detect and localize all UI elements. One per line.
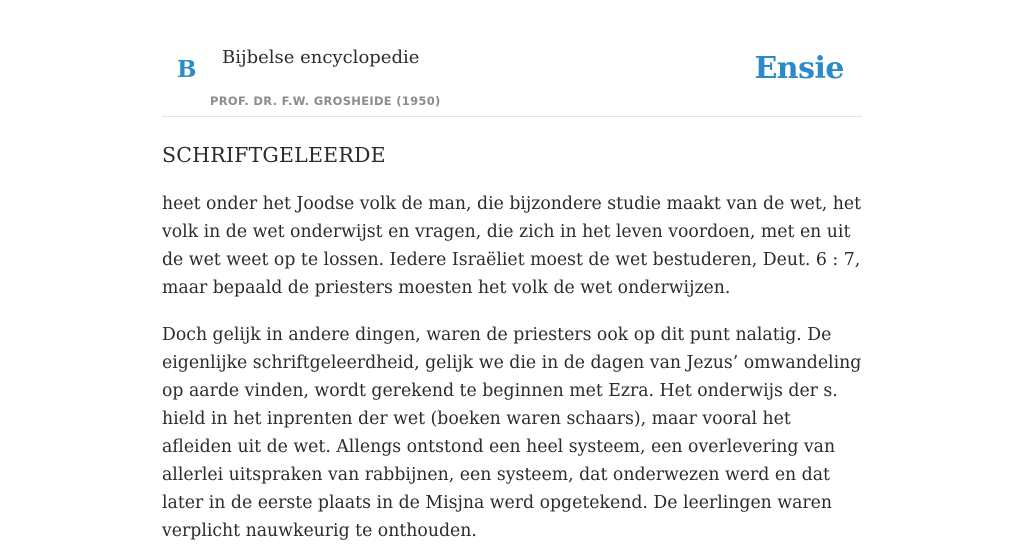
book-initial-icon[interactable]: B [177, 56, 197, 83]
article-title: SCHRIFTGELEERDE [162, 143, 386, 167]
ensie-logo[interactable]: Ensie [754, 51, 844, 86]
article-paragraph-2: Doch gelijk in andere dingen, waren de priesters ook op dit punt nalatig. De eigenlijke schriftgeleerdheid, gelijk we die in de dagen van Jezus’ omwandeling op aarde vinden, wordt gerekend te beginnen met Ezra. Het onderwijs der s. hield in het inprenten der wet (boeken waren schaars), maar vooral het afleiden uit de wet. Allengs ontstond een heel systeem, een overlevering van allerlei uitspraken van rabbijnen, een systeem, dat onderwezen werd en dat later in de eerste plaats in de Misjna werd opgetekend. De leerlingen waren verplicht nauwkeurig te onthouden. [162, 325, 862, 541]
page-header [162, 0, 862, 117]
article [162, 136, 862, 545]
book-author: PROF. DR. F.W. GROSHEIDE (1950) [210, 94, 441, 108]
book-title-link[interactable]: Bijbelse encyclopedie [222, 47, 420, 68]
article-paragraph-1: heet onder het Joodse volk de man, die bijzondere studie maakt van de wet, het volk in de wet onderwijst en vragen, die zich in het leven voordoen, met en uit de wet weet op te lossen. Iedere Israëliet moest de wet bestuderen, Deut. 6 : 7, maar bepaald de priesters moesten het volk de wet onderwijzen. [162, 194, 862, 298]
